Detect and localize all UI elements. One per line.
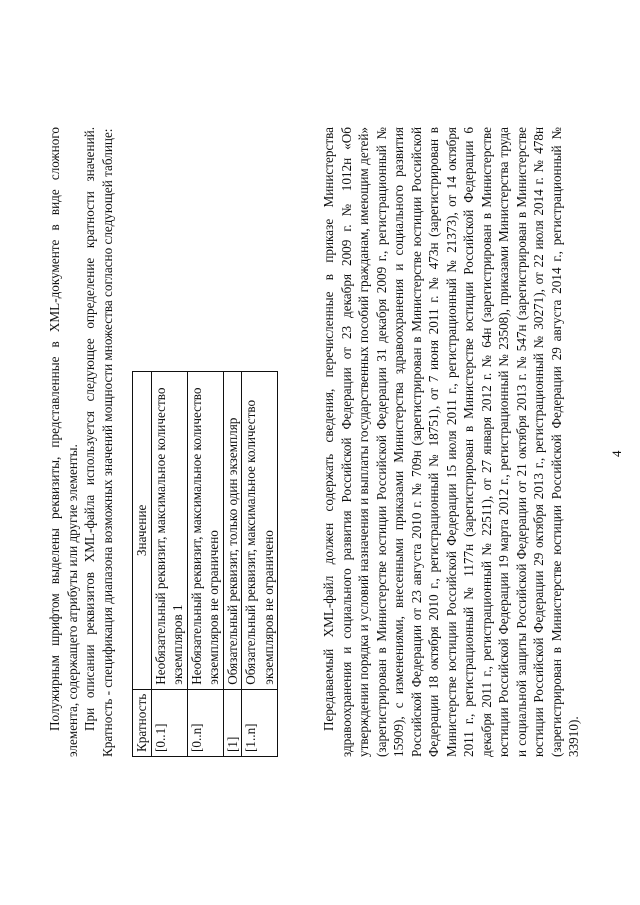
table-header-row (133, 372, 152, 757)
multiplicity-table (132, 371, 278, 757)
table-row (151, 372, 187, 757)
page-number: 4 (609, 450, 624, 457)
table-row (242, 372, 278, 757)
intro-paragraph-1: Полужирным шрифтом выделены реквизиты, представленные в XML-документе в виде сложного элемента, содержащего атрибуты или другие элементы. (47, 127, 80, 757)
body-paragraph: Передаваемый XML-файл должен содержать сведения, перечисленные в приказе Министерства здравоохранения и социального развития Российской Федерации от 23 декабря 2009 г. № 1012н «Об утверждении порядка и условий назначения и выплаты государственных пособий гражданам, имеющим детей» (зарегистрирован в Министерстве юстиции Российской Федерации 31 декабря 2009 г., регистрационный № 15909), с изменениями, внесенными приказами Министерства здравоохранения и социального развития Российской Федерации от 23 августа 2010 г. № 709н (зарегистрирован в Министерстве юстиции Российской Федерации 18 октября 2010 г., регистрационный № 18751), от 7 июня 2011 г. № 473н (зарегистрирован в Министерстве юстиции Российской Федерации 15 июля 2011 г., регистрационный № 21373), от 14 октября 2011 г., регистрационный № 1177н (зарегистрирован в Министерстве юстиции Российской Федерации 6 декабря 2011 г., регистрационный № 22511), от 27 января 2012 г. № 64н (зарегистрирован в Министерстве юстиции Российской Федерации 19 марта 2012 г., регистрационный № 23508), приказами Министерства труда и социальной защиты Российской Федерации от 21 октября 2013 г. № 547н (зарегистрирован в Министерстве юстиции Российской Федерации 29 октября 2013 г., регистрационный № 30271), от 22 июля 2014 г. № 478н (зарегистрирован в Министерстве юстиции Российской Федерации 29 августа 2014 г., регистрационный № 33910). (321, 127, 581, 757)
intro-paragraph-2: При описании реквизитов XML-файла используется следующее определение кратности значений. Кратность - спецификация диапазона возможных значений мощности множества согласно следующей таблице: (82, 127, 115, 757)
row-multiplicity: [1..n] (242, 689, 278, 756)
header-multiplicity: Кратность (133, 689, 152, 756)
table-row (223, 372, 242, 757)
row-value: Необязательный реквизит, максимальное количество экземпляров не ограничено (187, 372, 223, 690)
header-value: Значение (133, 372, 152, 690)
row-value: Необязательный реквизит, максимальное количество экземпляров 1 (151, 372, 187, 690)
row-multiplicity: [0..1] (151, 689, 187, 756)
row-multiplicity: [1] (223, 689, 242, 756)
document-content (46, 127, 583, 757)
row-value: Обязательный реквизит, только один экземпляр (223, 372, 242, 690)
row-value: Обязательный реквизит, максимальное количество экземпляров не ограничено (242, 372, 278, 690)
row-multiplicity: [0..n] (187, 689, 223, 756)
table-row (187, 372, 223, 757)
